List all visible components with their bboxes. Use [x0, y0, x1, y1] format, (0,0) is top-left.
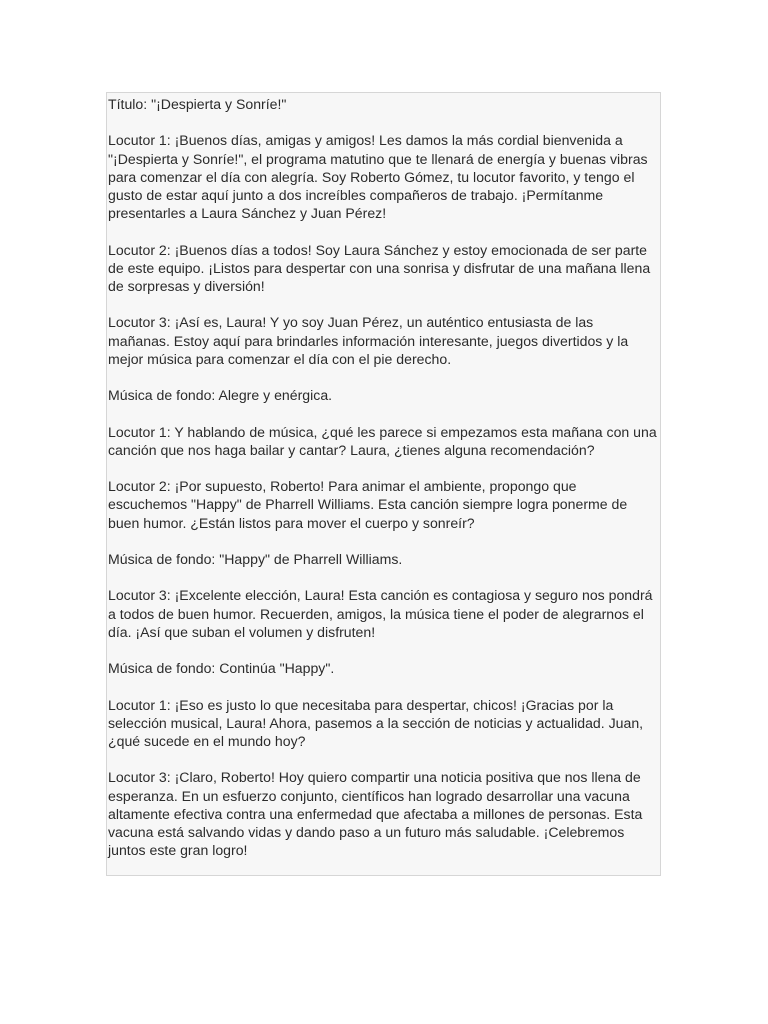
paragraph-3: Locutor 3: ¡Así es, Laura! Y yo soy Juan Pérez, un auténtico entusiasta de las mañanas. Estoy aquí para brindarles información interesante, juegos divertidos y la mejor música para comenzar el día con el pie derecho. [108, 314, 629, 367]
document-text-box [106, 92, 661, 876]
paragraph-9: Música de fondo: Continúa "Happy". [108, 660, 335, 677]
document-title-line: Título: "¡Despierta y Sonríe!" [108, 96, 287, 112]
paragraph-11: Locutor 3: ¡Claro, Roberto! Hoy quiero compartir una noticia positiva que nos llena de esperanza. En un esfuerzo conjunto, científicos han logrado desarrollar una vacuna altamente efectiva contra una enfermedad que afectaba a millones de personas. Esta vacuna está salvando vidas y dando paso a un futuro más saludable. ¡Celebremos juntos este gran logro! [108, 769, 643, 859]
paragraph-8: Locutor 3: ¡Excelente elección, Laura! Esta canción es contagiosa y seguro nos pondrá a todos de buen humor. Recuerden, amigos, la música tiene el poder de alegrarnos el día. ¡Así que suban el volumen y disfruten! [108, 587, 653, 640]
paragraph-5: Locutor 1: Y hablando de música, ¿qué les parece si empezamos esta mañana con una canción que nos haga bailar y cantar? Laura, ¿tienes alguna recomendación? [108, 423, 657, 458]
paragraph-10: Locutor 1: ¡Eso es justo lo que necesitaba para despertar, chicos! ¡Gracias por la selección musical, Laura! Ahora, pasemos a la sección de noticias y actualidad. Juan, ¿qué sucede en el mundo hoy? [108, 696, 644, 749]
paragraph-6: Locutor 2: ¡Por supuesto, Roberto! Para animar el ambiente, propongo que escuchemos "Happy" de Pharrell Williams. Esta canción siempre logra ponerme de buen humor. ¿Están listos para mover el cuerpo y sonreír? [108, 478, 628, 531]
paragraph-7: Música de fondo: "Happy" de Pharrell Williams. [108, 550, 403, 567]
paragraph-2: Locutor 2: ¡Buenos días a todos! Soy Laura Sánchez y estoy emocionada de ser parte de este equipo. ¡Listos para despertar con una sonrisa y disfrutar de una mañana llena de sorpresas y diversión! [108, 241, 651, 294]
paragraph-4: Música de fondo: Alegre y enérgica. [108, 387, 333, 404]
paragraph-1: Locutor 1: ¡Buenos días, amigas y amigos! Les damos la más cordial bienvenida a "¡Despierta y Sonríe!", el programa matutino que te llenará de energía y buenas vibras para comenzar el día con alegría. Soy Roberto Gómez, tu locutor favorito, y tengo el gusto de estar aquí junto a dos increíbles compañeros de trabajo. ¡Permítanme presentarles a Laura Sánchez y Juan Pérez! [108, 132, 648, 222]
